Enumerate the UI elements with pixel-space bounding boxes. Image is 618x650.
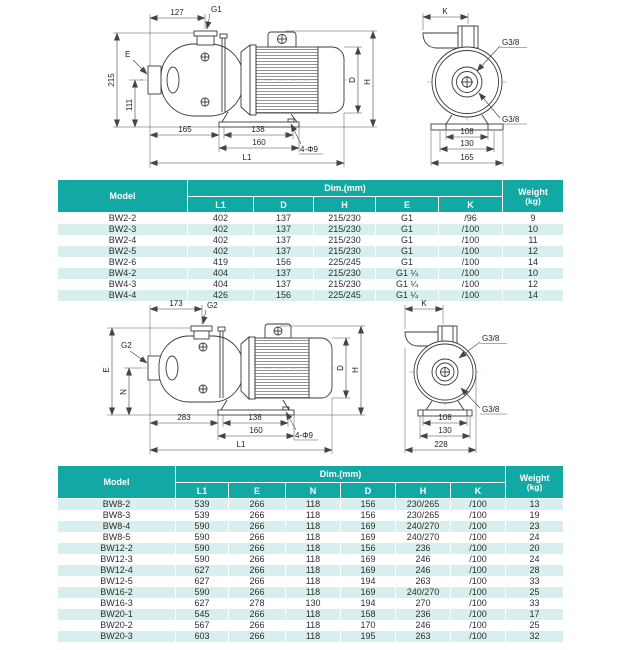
value-cell: 263	[396, 631, 451, 642]
value-cell: 215/230	[314, 279, 376, 290]
casing-bolt	[199, 343, 207, 351]
dim-label: 108	[438, 413, 452, 422]
col-header-dim: L1	[176, 483, 229, 499]
table-row	[58, 521, 564, 532]
port-label: G2	[121, 341, 132, 350]
value-cell: 246	[396, 620, 451, 631]
table-row	[58, 224, 564, 235]
motor-end-cap	[318, 47, 344, 113]
model-cell: BW4-4	[58, 290, 188, 301]
value-cell: 118	[286, 565, 341, 576]
dim-label: 108	[460, 127, 474, 136]
col-header-dim: D	[254, 197, 314, 213]
model-cell: BW16-3	[58, 598, 176, 609]
model-cell: BW8-4	[58, 521, 176, 532]
value-cell: 627	[176, 565, 229, 576]
dim-label: K	[421, 300, 427, 308]
value-cell: 169	[341, 565, 396, 576]
value-cell: /100	[439, 279, 503, 290]
col-header-dim: K	[439, 197, 503, 213]
table-row	[58, 620, 564, 631]
value-cell: 215/230	[314, 246, 376, 257]
value-cell: 118	[286, 554, 341, 565]
dim-label: H	[351, 367, 360, 373]
value-cell: G1	[376, 213, 439, 225]
value-cell: 266	[229, 521, 286, 532]
value-cell: 118	[286, 620, 341, 631]
model-cell: BW4-3	[58, 279, 188, 290]
dim-label: 283	[177, 413, 191, 422]
col-header-weight	[506, 466, 564, 499]
value-cell: 10	[503, 268, 564, 279]
dim-label: 160	[252, 138, 266, 147]
dim-label: 138	[251, 125, 265, 134]
value-cell: 278	[229, 598, 286, 609]
value-cell: /100	[451, 576, 506, 587]
table-row	[58, 499, 564, 511]
value-cell: 266	[229, 543, 286, 554]
value-cell: 14	[503, 290, 564, 301]
inlet-port	[148, 66, 161, 94]
col-header-dim: E	[229, 483, 286, 499]
value-cell: 240/270	[396, 532, 451, 543]
value-cell: 118	[286, 521, 341, 532]
table-row	[58, 565, 564, 576]
value-cell: 426	[188, 290, 254, 301]
model-cell: BW2-6	[58, 257, 188, 268]
weight-unit: (kg)	[526, 481, 543, 492]
value-cell: /100	[439, 268, 503, 279]
mounting-hole	[288, 119, 294, 122]
value-cell: 169	[341, 532, 396, 543]
col-header-dim: H	[396, 483, 451, 499]
spec-table-bw8-bw20	[57, 465, 564, 642]
value-cell: 567	[176, 620, 229, 631]
model-cell: BW2-3	[58, 224, 188, 235]
value-cell: 24	[506, 532, 564, 543]
value-cell: 194	[341, 576, 396, 587]
col-header-dim: E	[376, 197, 439, 213]
value-cell: 545	[176, 609, 229, 620]
value-cell: 266	[229, 631, 286, 642]
value-cell: 158	[341, 609, 396, 620]
value-cell: 169	[341, 587, 396, 598]
value-cell: 156	[254, 290, 314, 301]
value-cell: 590	[176, 521, 229, 532]
value-cell: 32	[506, 631, 564, 642]
pump-side-view-diagram-2	[55, 300, 395, 458]
value-cell: /100	[451, 543, 506, 554]
value-cell: 404	[188, 279, 254, 290]
value-cell: /96	[439, 213, 503, 225]
value-cell: 404	[188, 268, 254, 279]
port-label: G3/8	[482, 405, 500, 414]
lug-bolt	[277, 34, 287, 44]
value-cell: 266	[229, 587, 286, 598]
value-cell: 130	[286, 598, 341, 609]
weight-label: Weight	[519, 472, 550, 483]
col-header-dim: H	[314, 197, 376, 213]
value-cell: 402	[188, 246, 254, 257]
value-cell: 9	[503, 213, 564, 225]
model-cell: BW20-2	[58, 620, 176, 631]
dim-label: 130	[438, 426, 452, 435]
value-cell: 402	[188, 213, 254, 225]
model-cell: BW12-5	[58, 576, 176, 587]
motor-body	[255, 338, 309, 398]
value-cell: 215/230	[314, 213, 376, 225]
value-cell: 627	[176, 598, 229, 609]
port-label: G2	[207, 301, 218, 310]
table-row	[58, 213, 564, 225]
model-cell: BW8-3	[58, 510, 176, 521]
value-cell: 118	[286, 587, 341, 598]
value-cell: 194	[341, 598, 396, 609]
port-label: G3/8	[502, 38, 520, 47]
dim-label: D	[336, 365, 345, 371]
dim-label: 111	[125, 98, 134, 112]
value-cell: 240/270	[396, 521, 451, 532]
value-cell: 627	[176, 576, 229, 587]
value-cell: 33	[506, 598, 564, 609]
value-cell: /100	[451, 620, 506, 631]
value-cell: 419	[188, 257, 254, 268]
value-cell: G1 ¼	[376, 279, 439, 290]
dim-label: H	[363, 79, 372, 85]
col-header-dim: L1	[188, 197, 254, 213]
value-cell: 266	[229, 620, 286, 631]
port-label: G1	[211, 5, 222, 14]
value-cell: 25	[506, 620, 564, 631]
col-header-dim: D	[341, 483, 396, 499]
value-cell: 230/265	[396, 510, 451, 521]
value-cell: 266	[229, 499, 286, 511]
value-cell: /100	[439, 235, 503, 246]
col-header-dim: K	[451, 483, 506, 499]
value-cell: /100	[451, 609, 506, 620]
model-cell: BW12-4	[58, 565, 176, 576]
discharge-port	[194, 31, 217, 36]
dim-label: D	[348, 77, 357, 83]
col-header-dim: N	[286, 483, 341, 499]
value-cell: 137	[254, 268, 314, 279]
value-cell: 13	[506, 499, 564, 511]
model-cell: BW2-5	[58, 246, 188, 257]
discharge-port	[191, 326, 212, 331]
dim-label: 165	[460, 153, 474, 162]
model-cell: BW12-2	[58, 543, 176, 554]
value-cell: 246	[396, 565, 451, 576]
dim-label: 130	[460, 139, 474, 148]
pump-front-view-diagram-2	[390, 300, 570, 458]
value-cell: 266	[229, 576, 286, 587]
dim-label: K	[442, 7, 448, 16]
value-cell: 169	[341, 554, 396, 565]
value-cell: 118	[286, 510, 341, 521]
col-header-dim-group: Dim.(mm)	[188, 180, 503, 197]
weight-unit: (kg)	[525, 195, 541, 206]
value-cell: 12	[503, 279, 564, 290]
dim-label: 228	[434, 440, 448, 449]
value-cell: 118	[286, 609, 341, 620]
value-cell: G1	[376, 235, 439, 246]
value-cell: 137	[254, 213, 314, 225]
table-row	[58, 532, 564, 543]
value-cell: 266	[229, 554, 286, 565]
value-cell: 246	[396, 554, 451, 565]
table-row	[58, 268, 564, 279]
pump-side-view-diagram-1	[55, 0, 395, 175]
value-cell: /100	[451, 510, 506, 521]
value-cell: 215/230	[314, 268, 376, 279]
value-cell: 603	[176, 631, 229, 642]
value-cell: 590	[176, 543, 229, 554]
dim-label: 215	[107, 73, 116, 87]
value-cell: 240/270	[396, 587, 451, 598]
port-label: G3/8	[502, 115, 520, 124]
col-header-dim-group: Dim.(mm)	[176, 466, 506, 483]
value-cell: /100	[451, 631, 506, 642]
value-cell: 266	[229, 532, 286, 543]
value-cell: 17	[506, 609, 564, 620]
value-cell: 266	[229, 609, 286, 620]
model-cell: BW16-2	[58, 587, 176, 598]
model-cell: BW8-2	[58, 499, 176, 511]
value-cell: 33	[506, 576, 564, 587]
model-cell: BW2-4	[58, 235, 188, 246]
value-cell: 19	[506, 510, 564, 521]
value-cell: 402	[188, 224, 254, 235]
value-cell: 539	[176, 510, 229, 521]
value-cell: 590	[176, 532, 229, 543]
value-cell: G1 ¼	[376, 268, 439, 279]
motor-end-cap	[309, 338, 332, 398]
holes-label: 4-Φ9	[300, 145, 318, 154]
value-cell: 236	[396, 609, 451, 620]
table-row	[58, 543, 564, 554]
value-cell: 170	[341, 620, 396, 631]
table-row	[58, 598, 564, 609]
dim-label: L1	[236, 440, 246, 449]
table-row	[58, 246, 564, 257]
col-header-model: Model	[58, 180, 188, 213]
value-cell: 10	[503, 224, 564, 235]
value-cell: 137	[254, 224, 314, 235]
value-cell: 118	[286, 576, 341, 587]
value-cell: G1	[376, 257, 439, 268]
value-cell: 270	[396, 598, 451, 609]
table-row	[58, 235, 564, 246]
dim-label: 173	[169, 300, 183, 308]
model-cell: BW4-2	[58, 268, 188, 279]
value-cell: 118	[286, 543, 341, 554]
dim-label: 138	[248, 413, 262, 422]
motor-body	[256, 47, 318, 113]
discharge-spout	[423, 33, 458, 48]
value-cell: 118	[286, 532, 341, 543]
value-cell: 137	[254, 246, 314, 257]
value-cell: 24	[506, 554, 564, 565]
value-cell: 156	[341, 499, 396, 511]
value-cell: 590	[176, 554, 229, 565]
value-cell: /100	[451, 587, 506, 598]
port-label: G3/8	[482, 334, 500, 343]
pump-front-view-diagram-1	[390, 0, 570, 175]
value-cell: 230/265	[396, 499, 451, 511]
value-cell: 225/245	[314, 290, 376, 301]
value-cell: 225/245	[314, 257, 376, 268]
value-cell: /100	[439, 224, 503, 235]
value-cell: G1	[376, 224, 439, 235]
dim-label: L1	[242, 153, 252, 162]
table-row	[58, 510, 564, 521]
dim-label: 165	[178, 125, 192, 134]
value-cell: /100	[451, 521, 506, 532]
model-cell: BW12-3	[58, 554, 176, 565]
table-row	[58, 554, 564, 565]
table-row	[58, 279, 564, 290]
casing-bolt	[201, 53, 209, 61]
value-cell: G1	[376, 246, 439, 257]
dim-label: N	[119, 389, 128, 395]
value-cell: /100	[451, 532, 506, 543]
shaft-center	[440, 367, 450, 377]
table-row	[58, 609, 564, 620]
value-cell: /100	[439, 246, 503, 257]
weight-label: Weight	[518, 186, 548, 197]
value-cell: 195	[341, 631, 396, 642]
table-row	[58, 257, 564, 268]
value-cell: 137	[254, 235, 314, 246]
value-cell: /100	[439, 290, 503, 301]
lug-bolt	[274, 327, 282, 335]
value-cell: 402	[188, 235, 254, 246]
model-cell: BW20-1	[58, 609, 176, 620]
value-cell: 20	[506, 543, 564, 554]
col-header-weight	[503, 180, 564, 213]
dim-label: 127	[170, 8, 184, 17]
value-cell: 14	[503, 257, 564, 268]
casing-bolt	[201, 98, 209, 106]
value-cell: 215/230	[314, 224, 376, 235]
value-cell: 266	[229, 565, 286, 576]
model-cell: BW2-2	[58, 213, 188, 225]
value-cell: /100	[439, 257, 503, 268]
top-port	[458, 26, 478, 48]
dim-label: 160	[249, 426, 263, 435]
value-cell: 12	[503, 246, 564, 257]
value-cell: /100	[451, 565, 506, 576]
value-cell: 590	[176, 587, 229, 598]
value-cell: 169	[341, 521, 396, 532]
value-cell: 28	[506, 565, 564, 576]
value-cell: /100	[451, 598, 506, 609]
value-cell: 11	[503, 235, 564, 246]
dim-label: E	[102, 367, 111, 373]
spec-table-bw2-bw4	[57, 179, 564, 301]
value-cell: 23	[506, 521, 564, 532]
value-cell: 137	[254, 279, 314, 290]
value-cell: 263	[396, 576, 451, 587]
value-cell: 539	[176, 499, 229, 511]
holes-label: 4-Φ9	[295, 431, 313, 440]
value-cell: 25	[506, 587, 564, 598]
value-cell: 236	[396, 543, 451, 554]
value-cell: 156	[341, 510, 396, 521]
table-row	[58, 587, 564, 598]
value-cell: 215/230	[314, 235, 376, 246]
table-row	[58, 576, 564, 587]
port-label: E	[125, 50, 131, 59]
value-cell: G1 ¼	[376, 290, 439, 301]
adapter	[241, 45, 250, 115]
value-cell: /100	[451, 499, 506, 511]
value-cell: 118	[286, 499, 341, 511]
value-cell: /100	[451, 554, 506, 565]
table-row	[58, 631, 564, 642]
adapter	[241, 337, 249, 399]
col-header-model: Model	[58, 466, 176, 499]
value-cell: 156	[341, 543, 396, 554]
value-cell: 266	[229, 510, 286, 521]
value-cell: 118	[286, 631, 341, 642]
value-cell: 156	[254, 257, 314, 268]
model-cell: BW20-3	[58, 631, 176, 642]
model-cell: BW8-5	[58, 532, 176, 543]
casing-bolt	[199, 385, 207, 393]
